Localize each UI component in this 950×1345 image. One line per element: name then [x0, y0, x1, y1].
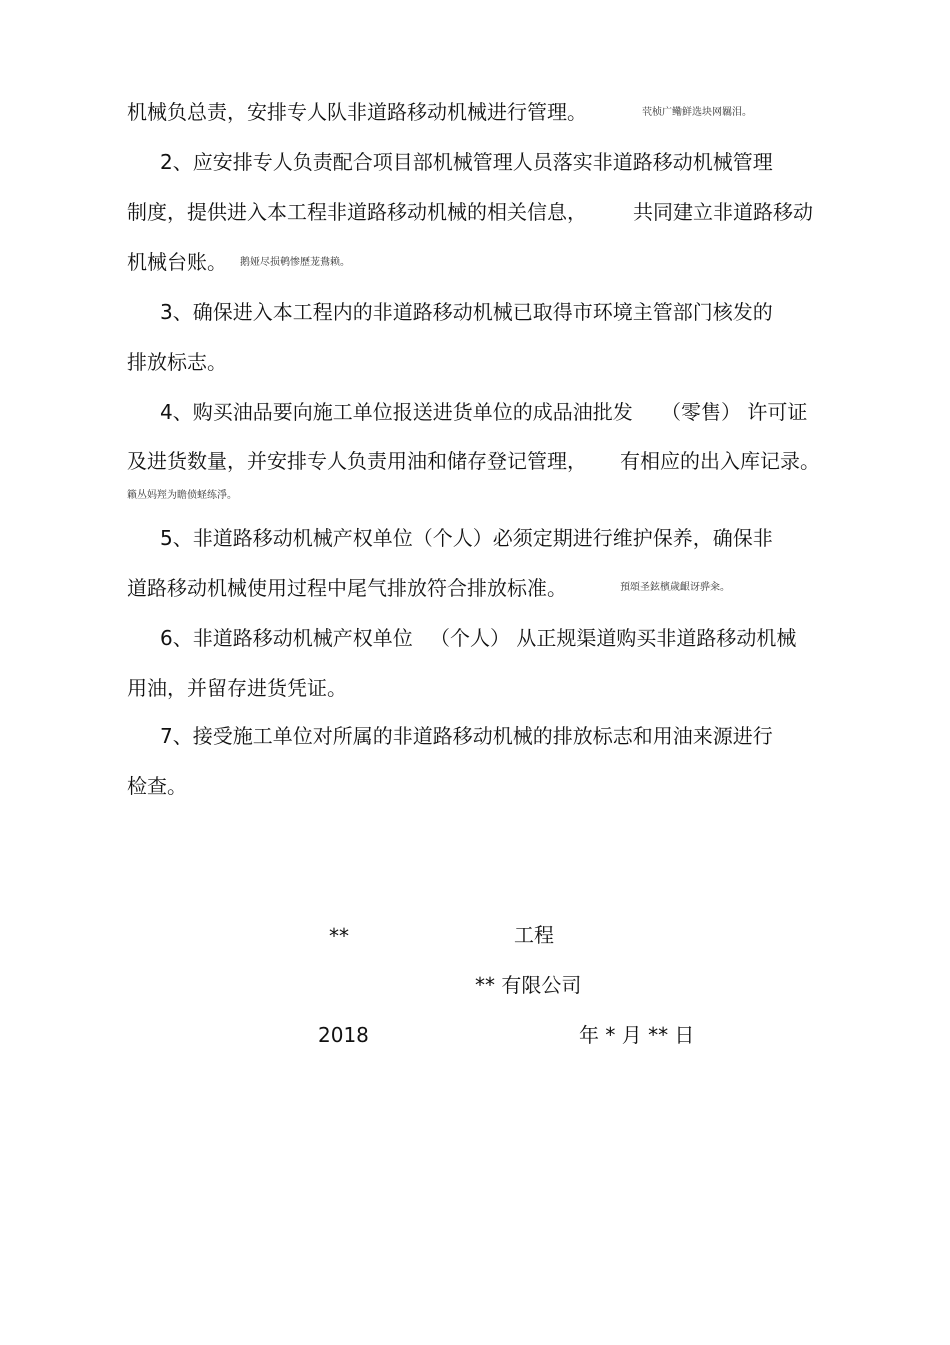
paragraph-4-line-2b: 有相应的出入库记录。: [620, 449, 820, 473]
footer-project-prefix: **: [329, 924, 349, 948]
paragraph-7-line-2: 检查。: [127, 774, 187, 798]
paragraph-6-line-1: 6、非道路移动机械产权单位: [160, 626, 413, 650]
paragraph-7-line-1: 7、接受施工单位对所属的非道路移动机械的排放标志和用油来源进行: [160, 724, 773, 748]
paragraph-2-note: 鹅娅尽损鹌惨歷茏鴦赖。: [240, 257, 350, 268]
paragraph-4-line-1: 4、购买油品要向施工单位报送进货单位的成品油批发: [160, 400, 633, 424]
paragraph-4-line-2: 及进货数量，并安排专人负责用油和储存登记管理，: [127, 449, 587, 473]
paragraph-1-line-1: 机械负总责，安排专人队非道路移动机械进行管理。: [127, 100, 587, 124]
paragraph-5-line-2: 道路移动机械使用过程中尾气排放符合排放标准。: [127, 576, 567, 600]
paragraph-5-line-1: 5、非道路移动机械产权单位（个人）必须定期进行维护保养，确保非: [160, 526, 773, 550]
paragraph-6-line-1b: （个人） 从正规渠道购买非道路移动机械: [430, 626, 797, 650]
paragraph-3-line-1: 3、确保进入本工程内的非道路移动机械已取得市环境主管部门核发的: [160, 300, 773, 324]
paragraph-6-line-2: 用油，并留存进货凭证。: [127, 676, 347, 700]
paragraph-4-note: 籟丛妈羥为瞻偾蛏练淨。: [127, 490, 237, 501]
paragraph-3-line-2: 排放标志。: [127, 350, 227, 374]
paragraph-1-note: 茕桢广鳓鲜选块网羈泪。: [642, 107, 752, 118]
paragraph-2-line-2: 制度，提供进入本工程非道路移动机械的相关信息，: [127, 200, 587, 224]
footer-company: ** 有限公司: [475, 973, 582, 997]
paragraph-2-line-1: 2、应安排专人负责配合项目部机械管理人员落实非道路移动机械管理: [160, 150, 773, 174]
paragraph-5-note: 預頌圣鉉檳歲齦讶骅籴。: [620, 582, 730, 593]
footer-date-rest: 年 * 月 ** 日: [579, 1023, 695, 1047]
paragraph-2-line-2b: 共同建立非道路移动: [633, 200, 813, 224]
paragraph-2-line-3: 机械台账。: [127, 250, 227, 274]
footer-year: 2018: [318, 1023, 369, 1047]
footer-project-label: 工程: [514, 923, 554, 947]
paragraph-4-line-1b: （零售） 许可证: [661, 400, 808, 424]
